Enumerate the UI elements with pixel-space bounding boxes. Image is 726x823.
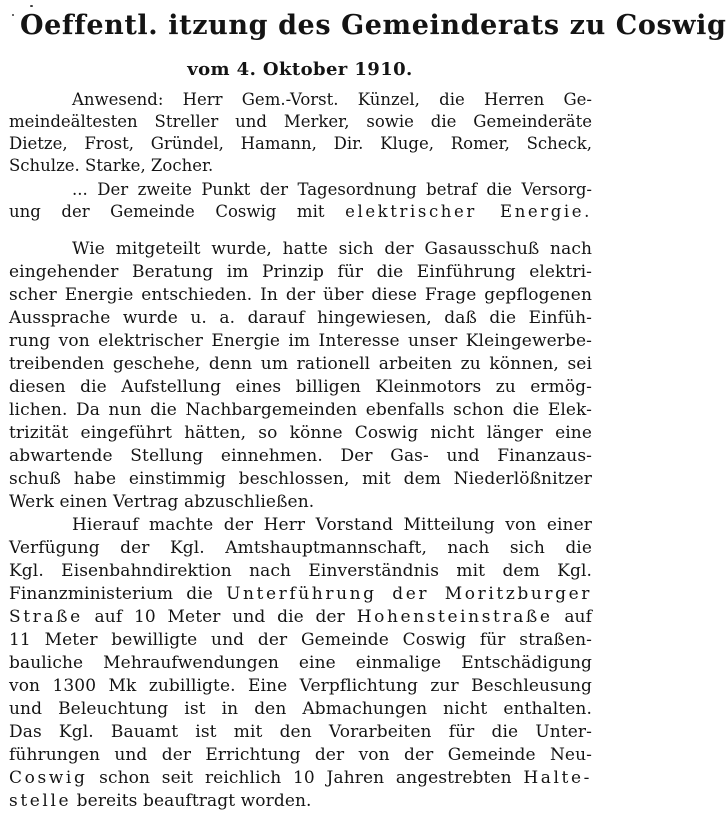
paragraph-text: Finanzministerium die: [9, 584, 213, 604]
paragraph-line: eingehender Beratung im Prinzip für die Einführung elektri-: [9, 262, 592, 282]
paragraph-line: [9, 606, 592, 629]
article-headline: Oeffentl. itzung des Gemeinderats zu Coswig: [20, 10, 726, 41]
paragraph-spaced-text: Hohensteinstraße: [356, 607, 553, 627]
agenda-spaced-text: elektrischer Energie.: [345, 202, 593, 221]
paragraph-spaced-text: stelle: [9, 791, 72, 811]
paragraph-line: Aussprache wurde u. a. darauf hingewiesen, daß die Einfüh-: [9, 308, 592, 328]
paragraph-line: Kgl. Eisenbahndirektion nach Einverständnis mit dem Kgl.: [9, 561, 592, 581]
paragraph-text: bereits beauftragt worden.: [76, 791, 312, 811]
paragraph-spaced-text: Halte-: [523, 768, 592, 788]
paragraph-line: Hierauf machte der Herr Vorstand Mitteilung von einer: [72, 515, 592, 535]
paragraph-spaced-text: Coswig: [9, 768, 88, 788]
paragraph-line: trizität eingeführt hätten, so könne Coswig nicht länger eine: [9, 423, 592, 443]
paragraph-line: und Beleuchtung ist in den Abmachungen nicht enthalten.: [9, 699, 592, 719]
attendance-line: Anwesend: Herr Gem.-Vorst. Künzel, die Herren Ge-: [72, 90, 592, 109]
paragraph-line: scher Energie entschieden. In der über diese Frage gepflogenen: [9, 285, 592, 305]
paragraph-line: abwartende Stellung einnehmen. Der Gas- und Finanzaus-: [9, 446, 592, 466]
paragraph-line: von 1300 Mk zubilligte. Eine Verpflichtung zur Beschleusung: [9, 676, 592, 696]
paragraph-line: [9, 790, 592, 813]
paragraph-text: schon seit reichlich 10 Jahren angestrebten: [99, 768, 512, 788]
paragraph-line: schuß habe einstimmig beschlossen, mit dem Niederlößnitzer: [9, 469, 592, 489]
paragraph-line: rung von elektrischer Energie im Interesse unser Kleingewerbe-: [9, 331, 592, 351]
paragraph-spaced-text: Unterführung der Moritzburger: [226, 584, 592, 604]
agenda-text: ung der Gemeinde Coswig mit: [9, 202, 325, 221]
paragraph-line: [9, 767, 592, 790]
paragraph-line: lichen. Da nun die Nachbargemeinden ebenfalls schon die Elek-: [9, 400, 592, 420]
paragraph-line: 11 Meter bewilligte und der Gemeinde Coswig für straßen-: [9, 630, 592, 650]
print-speck: [12, 14, 14, 16]
paragraph-line: Wie mitgeteilt wurde, hatte sich der Gasausschuß nach: [72, 239, 592, 259]
paragraph-spaced-text: Straße: [9, 607, 83, 627]
agenda-line: ... Der zweite Punkt der Tagesordnung betraf die Versorg-: [72, 180, 592, 199]
paragraph-line: diesen die Aufstellung eines billigen Kleinmotors zu ermög-: [9, 377, 592, 397]
paragraph-line: treibenden geschehe, denn um rationell arbeiten zu können, sei: [9, 354, 592, 374]
paragraph-line: [9, 583, 592, 606]
attendance-line: Schulze. Starke, Zocher.: [9, 156, 214, 175]
attendance-line: Dietze, Frost, Gründel, Hamann, Dir. Kluge, Romer, Scheck,: [9, 134, 592, 153]
paragraph-line: Das Kgl. Bauamt ist mit den Vorarbeiten für die Unter-: [9, 722, 592, 742]
attendance-line: meindeältesten Streller und Merker, sowie die Gemeinderäte: [9, 112, 592, 131]
article-date: vom 4. Oktober 1910.: [187, 59, 413, 80]
agenda-line: [9, 200, 592, 223]
paragraph-text: auf 10 Meter und die der: [94, 607, 345, 627]
paragraph-line: Verfügung der Kgl. Amtshauptmannschaft, nach sich die: [9, 538, 592, 558]
paragraph-text: auf: [564, 607, 592, 627]
paragraph-line: Werk einen Vertrag abzuschließen.: [9, 492, 315, 512]
paragraph-line: führungen und der Errichtung der von der Gemeinde Neu-: [9, 745, 592, 765]
paragraph-line: bauliche Mehraufwendungen eine einmalige Entschädigung: [9, 653, 592, 673]
